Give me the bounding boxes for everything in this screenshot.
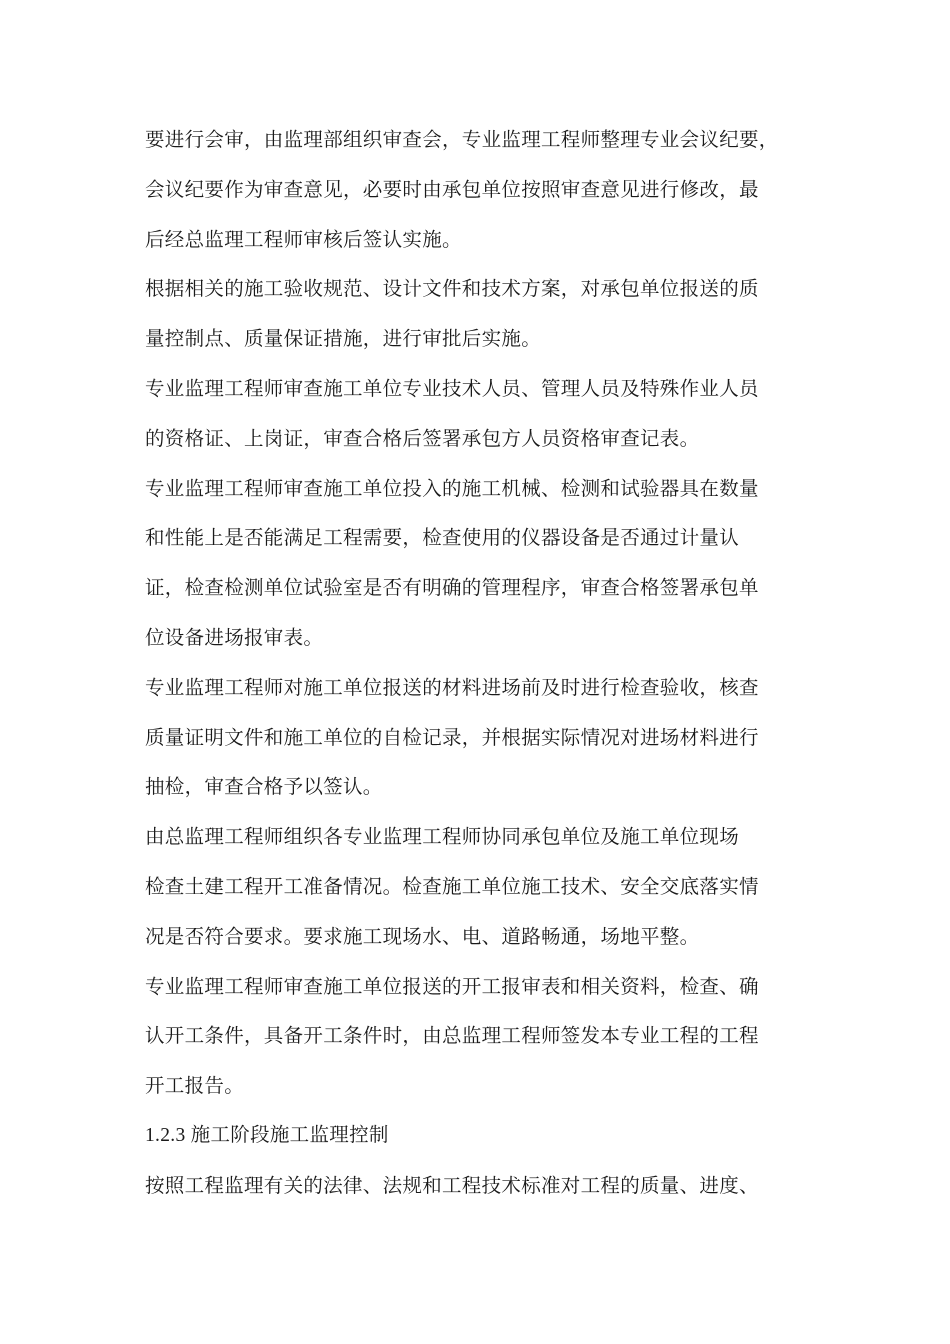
text-line: 抽检，审查合格予以签认。: [145, 775, 383, 799]
text-line: 认开工条件，具备开工条件时，由总监理工程师签发本专业工程的工程: [145, 1024, 759, 1048]
text-line: 根据相关的施工验收规范、设计文件和技术方案，对承包单位报送的质: [145, 277, 759, 301]
text-line: 按照工程监理有关的法律、法规和工程技术标准对工程的质量、进度、: [145, 1173, 759, 1197]
text-line: 况是否符合要求。要求施工现场水、电、道路畅通，场地平整。: [145, 924, 700, 948]
text-line: 专业监理工程师审查施工单位报送的开工报审表和相关资料，检查、确: [145, 974, 759, 998]
text-line: 检查土建工程开工准备情况。检查施工单位施工技术、安全交底落实情: [145, 874, 759, 898]
text-line: 量控制点、质量保证措施，进行审批后实施。: [145, 327, 542, 351]
text-line: 会议纪要作为审查意见，必要时由承包单位按照审查意见进行修改，最: [145, 177, 759, 201]
text-line: 和性能上是否能满足工程需要，检查使用的仪器设备是否通过计量认: [145, 526, 740, 550]
text-line: 要进行会审，由监理部组织审查会，专业监理工程师整理专业会议纪要，: [145, 128, 779, 151]
text-line: 的资格证、上岗证，审查合格后签署承包方人员资格审查记表。: [145, 426, 700, 450]
text-line: 开工报告。: [145, 1074, 245, 1098]
section-heading: 1.2.3 施工阶段施工监理控制: [145, 1124, 389, 1146]
document-body: [145, 119, 815, 1215]
text-line: 位设备进场报审表。: [145, 625, 324, 649]
text-line: 后经总监理工程师审核后签认实施。: [145, 227, 462, 251]
text-line: 证，检查检测单位试验室是否有明确的管理程序，审查合格签署承包单: [145, 576, 759, 600]
text-line: 专业监理工程师审查施工单位专业技术人员、管理人员及特殊作业人员: [145, 376, 759, 400]
text-line: 专业监理工程师审查施工单位投入的施工机械、检测和试验器具在数量: [145, 476, 759, 500]
text-line: 专业监理工程师对施工单位报送的材料进场前及时进行检查验收，核查: [145, 675, 759, 699]
text-line: 由总监理工程师组织各专业监理工程师协同承包单位及施工单位现场: [145, 825, 740, 849]
text-line: 质量证明文件和施工单位的自检记录，并根据实际情况对进场材料进行: [145, 725, 759, 749]
